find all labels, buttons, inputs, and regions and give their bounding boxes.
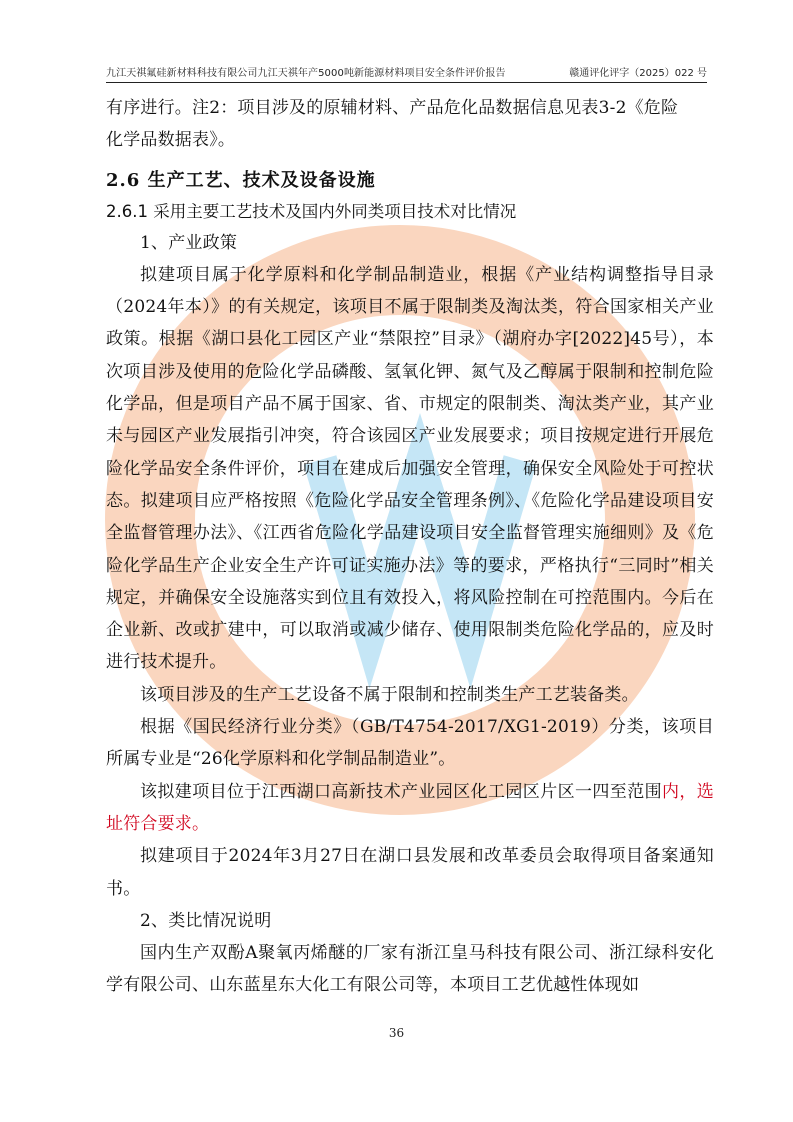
document-body: [106, 92, 714, 1002]
paragraph-industry-policy: 拟建项目属于化学原料和化学制品制造业，根据《产业结构调整指导目录（2024年本）》的有关规定，该项目不属于限制类及淘汰类，符合国家相关产业政策。根据《湖口县化工园区产业“禁限控”目录》（湖府办字[2022]45号），本次项目涉及使用的危险化学品磷酸、氢氧化钾、氮气及乙醇属于限制和控制危险化学品，但是项目产品不属于国家、省、市规定的限制类、淘汰类产业，其产业未与园区产业发展指引冲突，符合该园区产业发展要求；项目按规定进行开展危险化学品安全条件评价，项目在建成后加强安全管理，确保安全风险处于可控状态。拟建项目应严格按照《危险化学品安全管理条例》、《危险化学品建设项目安全监督管理办法》、《江西省危险化学品建设项目安全监督管理实施细则》及《危险化学品生产企业安全生产许可证实施办法》等的要求，严格执行“三同时”相关规定，并确保安全设施落实到位且有效投入，将风险控制在可控范围内。今后在企业新、改或扩建中，可以取消或减少储存、使用限制类危险化学品的，应及时进行技术提升。: [106, 264, 714, 673]
header-report-title: 九江天祺氟硅新材料科技有限公司九江天祺年产5000吨新能源材料项目安全条件评价报告: [106, 68, 506, 79]
paragraph-filing: 拟建项目于2024年3月27日在湖口县发展和改革委员会取得项目备案通知书。: [106, 846, 714, 899]
intro-line-2: 化学品数据表》。: [106, 130, 236, 151]
section-title: 2.6 生产工艺、技术及设备设施: [106, 169, 376, 191]
paragraph-location: [106, 776, 714, 841]
intro-line-1: 有序进行。注2：项目涉及的原辅材料、产品危化品数据信息见表3-2《危险: [106, 98, 679, 118]
header-report-number: 赣通评化评字（2025）022 号: [569, 68, 707, 79]
paragraph-analogy: 国内生产双酚A聚氧丙烯醚的厂家有浙江皇马科技有限公司、浙江绿科安化学有限公司、山东蓝星东大化工有限公司等，本项目工艺优越性体现如: [106, 943, 714, 996]
paragraph-classification: 根据《国民经济行业分类》（GB/T4754-2017/XG1-2019）分类，该项目所属专业是“26化学原料和化学制品制造业”。: [106, 717, 714, 770]
paragraph-equipment: 该项目涉及的生产工艺设备不属于限制和控制类生产工艺装备类。: [140, 684, 639, 705]
item-2-title: 2、类比情况说明: [140, 910, 272, 931]
page-number: 36: [388, 1026, 405, 1040]
location-text: 该拟建项目位于江西湖口高新技术产业园区化工园区片区一四至范围: [140, 781, 662, 802]
item-1-title: 1、产业政策: [140, 232, 238, 253]
subsection-title: 2.6.1 采用主要工艺技术及国内外同类项目技术对比情况: [106, 201, 517, 221]
page-header: [106, 66, 707, 83]
location-conclusion: 内，选址符合要求。: [106, 781, 714, 834]
